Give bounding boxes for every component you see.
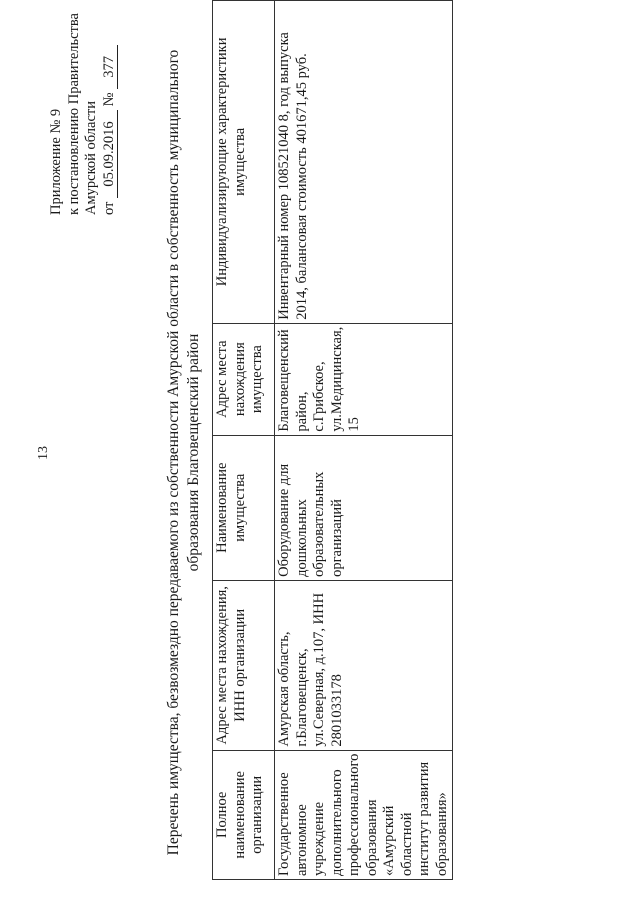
table-row (275, 1, 453, 880)
document-title (164, 40, 204, 865)
header-organization-address: Адрес места нахождения, ИНН организации (213, 580, 275, 750)
number-value: 377 (102, 45, 118, 89)
number-prefix: № (100, 92, 117, 107)
cell-property-name: Оборудование для дошкольных образовательных организаций (275, 435, 453, 580)
header-property-name: Наименование имущества (213, 435, 275, 580)
appendix-resolution: к постановлению Правительства (65, 13, 82, 215)
page-number: 13 (36, 446, 51, 460)
cell-organization-address: Амурская область, г.Благовещенск, ул.Северная, д.107, ИНН 2801033178 (275, 580, 453, 750)
header-characteristics: Индивидуализирующие характеристики имущества (213, 1, 275, 324)
property-table (212, 0, 453, 880)
header-property-address: Адрес места нахождения имущества (213, 323, 275, 435)
appendix-block (48, 15, 118, 215)
appendix-region: Амурской области (83, 101, 99, 215)
title-line-2: образования Благовещенский район (185, 333, 202, 572)
appendix-title: Приложение № 9 (48, 108, 64, 215)
date-value: 05.09.2016 (102, 110, 118, 198)
appendix-date-line (101, 15, 119, 215)
date-prefix: от (100, 201, 117, 215)
table-header-row (213, 1, 275, 880)
header-organization: Полное наименование организации (213, 750, 275, 879)
cell-property-address: Благовещенский район, с.Грибское, ул.Медицинская, 15 (275, 323, 453, 435)
cell-characteristics: Инвентарный номер 108521040 8, год выпуска 2014, балансовая стоимость 401671,45 руб. (275, 1, 453, 324)
cell-organization: Государственное автономное учреждение дополнительного профессионального образования «Амурский областной институт развития образования» (275, 750, 453, 879)
title-line-1: Перечень имущества, безвозмездно передаваемого из собственности Амурской области в собственность муниципального (165, 49, 182, 856)
